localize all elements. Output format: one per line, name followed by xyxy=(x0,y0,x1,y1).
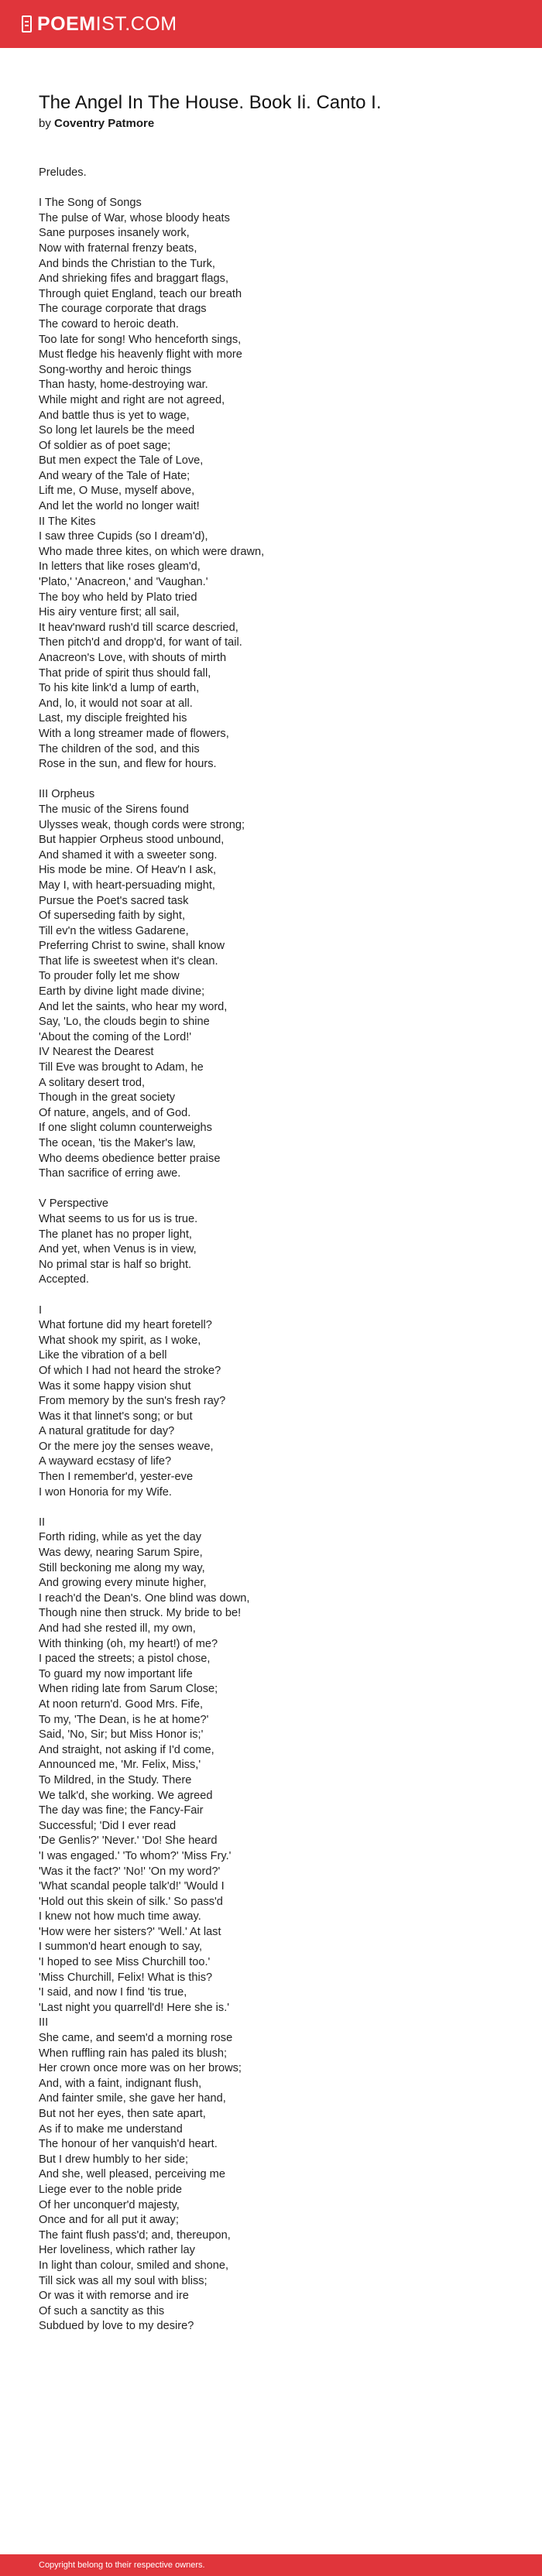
poem-line: Ulysses weak, though cords were strong; xyxy=(39,818,245,831)
poem-line: Accepted. xyxy=(39,1273,89,1286)
poem-line: And growing every minute higher, xyxy=(39,1577,207,1590)
poem-line: Was dewy, nearing Sarum Spire, xyxy=(39,1547,203,1560)
poem-line: 'I said, and now I find 'tis true, xyxy=(39,1986,187,1999)
poem-line: The courage corporate that drags xyxy=(39,303,207,316)
poem-line: And let the world no longer wait! xyxy=(39,500,200,513)
poem-line: As if to make me understand xyxy=(39,2122,183,2136)
poem-line: And shrieking fifes and braggart flags, xyxy=(39,272,228,286)
poem-line: I reach'd the Dean's. One blind was down, xyxy=(39,1591,250,1605)
poem-line: The planet has no proper light, xyxy=(39,1228,192,1241)
poem-line: The coward to heroic death. xyxy=(39,317,179,331)
poem-line: Last, my disciple freighted his xyxy=(39,712,187,725)
book-icon xyxy=(22,15,32,33)
poem-line: IV Nearest the Dearest xyxy=(39,1046,154,1059)
poem-line: 'How were her sisters?' 'Well.' At last xyxy=(39,1925,221,1938)
poem-line: What seems to us for us is true. xyxy=(39,1212,198,1225)
poem-line: The ocean, 'tis the Maker's law, xyxy=(39,1137,196,1149)
poem-line: And shamed it with a sweeter song. xyxy=(39,848,218,862)
poem-line: A natural gratitude for day? xyxy=(39,1425,175,1438)
poem-line: II The Kites xyxy=(39,515,96,528)
poem-line: Rose in the sun, and flew for hours. xyxy=(39,758,217,771)
poem-line: Now with fraternal frenzy beats, xyxy=(39,242,197,255)
poem-line xyxy=(39,772,542,788)
poem-line: Pursue the Poet's sacred task xyxy=(39,894,189,907)
poem-line: When riding late from Sarum Close; xyxy=(39,1683,218,1696)
poem-line: And weary of the Tale of Hate; xyxy=(39,469,190,482)
poem-line: Her crown once more was on her brows; xyxy=(39,2062,242,2075)
poem-line: Say, 'Lo, the clouds begin to shine xyxy=(39,1016,210,1029)
poem-line: III Orpheus xyxy=(39,788,95,801)
poem-line xyxy=(39,181,542,197)
poem-line: But not her eyes, then sate apart, xyxy=(39,2108,206,2120)
poem-line: If one slight column counterweighs xyxy=(39,1122,212,1135)
poem-line: With a long streamer made of flowers, xyxy=(39,727,229,740)
poem-line: And, lo, it would not soar at all. xyxy=(39,697,193,710)
poem-line: While might and right are not agreed, xyxy=(39,393,225,406)
poem-line: Till ev'n the witless Gadarene, xyxy=(39,924,189,937)
poem-line: The faint flush pass'd; and, thereupon, xyxy=(39,2228,231,2242)
copyright-notice: Copyright belong to their respective owners. xyxy=(39,2561,205,2570)
poem-title: The Angel In The House. Book Ii. Canto I. xyxy=(39,92,382,113)
site-header xyxy=(0,0,542,48)
poem-line: Lift me, O Muse, myself above, xyxy=(39,485,195,498)
poem-line: Preferring Christ to swine, shall know xyxy=(39,940,225,953)
poem-line: I summon'd heart enough to say, xyxy=(39,1941,203,1954)
poem-line xyxy=(39,1182,542,1197)
poem-body xyxy=(39,166,542,2334)
poem-line: To Mildred, in the Study. There xyxy=(39,1773,192,1786)
poem-line: Though nine then struck. My bride to be! xyxy=(39,1607,242,1620)
poem-line: The pulse of War, whose bloody heats xyxy=(39,211,230,224)
poem-line: Like the vibration of a bell xyxy=(39,1349,167,1362)
poem-line: And had she rested ill, my own, xyxy=(39,1622,196,1635)
poem-line: Anacreon's Love, with shouts of mirth xyxy=(39,652,227,664)
poem-line: So long let laurels be the meed xyxy=(39,424,195,437)
poem-line: Sane purposes insanely work, xyxy=(39,227,190,240)
poem-line: Than sacrifice of erring awe. xyxy=(39,1167,181,1180)
by-label: by xyxy=(39,117,51,130)
poem-line: Once and for all put it away; xyxy=(39,2214,179,2227)
poem-line: Though in the great society xyxy=(39,1091,176,1105)
poem-line: 'Last night you quarrell'd! Here she is.' xyxy=(39,2001,230,2014)
poem-line: Of nature, angels, and of God. xyxy=(39,1106,191,1119)
poem-line: Earth by divine light made divine; xyxy=(39,985,205,999)
poem-line: Announced me, 'Mr. Felix, Miss,' xyxy=(39,1759,201,1772)
poem-line: The day was fine; the Fancy-Fair xyxy=(39,1804,204,1817)
poem-line: His mode be mine. Of Heav'n I ask, xyxy=(39,864,217,877)
poem-line: And she, well pleased, perceiving me xyxy=(39,2168,225,2181)
poem-line: From memory by the sun's fresh ray? xyxy=(39,1395,226,1408)
poem-content xyxy=(0,48,542,2334)
poem-line: But happier Orpheus stood unbound, xyxy=(39,834,225,847)
poem-line: Liege ever to the noble pride xyxy=(39,2183,182,2196)
poem-line: Through quiet England, teach our breath xyxy=(39,287,242,300)
poem-line: And binds the Christian to the Turk, xyxy=(39,257,215,270)
poem-line: In light than colour, smiled and shone, xyxy=(39,2259,229,2272)
poem-line: The children of the sod, and this xyxy=(39,742,200,755)
poem-line: 'I was engaged.' 'To whom?' 'Miss Fry.' xyxy=(39,1849,232,1862)
poem-line: We talk'd, she working. We agreed xyxy=(39,1789,213,1802)
poem-line: But men expect the Tale of Love, xyxy=(39,454,204,468)
site-logo[interactable] xyxy=(22,13,177,36)
poem-line: I knew not how much time away. xyxy=(39,1910,201,1923)
poem-line: The boy who held by Plato tried xyxy=(39,591,197,604)
poem-line: But I drew humbly to her side; xyxy=(39,2153,189,2166)
poem-line: Preludes. xyxy=(39,166,87,179)
poem-line: And fainter smile, she gave her hand, xyxy=(39,2092,226,2105)
poem-line: Was it some happy vision shut xyxy=(39,1379,191,1392)
poem-line: That life is sweetest when it's clean. xyxy=(39,954,218,968)
poem-line: I xyxy=(39,1303,43,1317)
poem-line: II xyxy=(39,1516,46,1529)
poem-line: Was it that linnet's song; or but xyxy=(39,1410,193,1423)
poem-line: I paced the streets; a pistol chose, xyxy=(39,1653,211,1666)
poem-line: And battle thus is yet to wage, xyxy=(39,409,190,422)
logo-text-light: IST.COM xyxy=(95,12,177,35)
poem-line: 'Hold out this skein of silk.' So pass'd xyxy=(39,1895,223,1908)
poem-line: III xyxy=(39,2016,49,2030)
poem-line: The honour of her vanquish'd heart. xyxy=(39,2138,218,2151)
poem-line: Of which I had not heard the stroke? xyxy=(39,1364,221,1377)
poem-line: Said, 'No, Sir; but Miss Honor is;' xyxy=(39,1728,204,1742)
poem-line: In letters that like roses gleam'd, xyxy=(39,560,201,574)
poem-line: Too late for song! Who henceforth sings, xyxy=(39,333,242,346)
poem-line: Of superseding faith by sight, xyxy=(39,909,186,923)
poem-line: Till Eve was brought to Adam, he xyxy=(39,1061,204,1074)
poem-line: Successful; 'Did I ever read xyxy=(39,1819,177,1832)
poem-line: Than hasty, home-destroying war. xyxy=(39,379,208,392)
poem-line: That pride of spirit thus should fall, xyxy=(39,666,211,680)
poem-line: V Perspective xyxy=(39,1197,109,1211)
poem-line: To prouder folly let me show xyxy=(39,970,180,983)
poem-line: Who made three kites, on which were drawn, xyxy=(39,545,265,558)
poem-line: A solitary desert trod, xyxy=(39,1076,146,1089)
poem-line: It heav'nward rush'd till scarce descried, xyxy=(39,621,238,634)
poem-line: Till sick was all my soul with bliss; xyxy=(39,2274,208,2287)
poem-line: With thinking (oh, my heart!) of me? xyxy=(39,1637,218,1650)
poem-line: Of soldier as of poet sage; xyxy=(39,439,171,452)
poem-line xyxy=(39,1500,542,1516)
poem-line: She came, and seem'd a morning rose xyxy=(39,2032,233,2045)
poem-line: I saw three Cupids (so I dream'd), xyxy=(39,530,208,543)
poem-line: To his kite link'd a lump of earth, xyxy=(39,682,200,695)
poem-line: Then I remember'd, yester-eve xyxy=(39,1471,194,1484)
poem-line: Or the mere joy the senses weave, xyxy=(39,1440,214,1453)
logo-text-bold: POEM xyxy=(37,12,96,35)
poem-line: The music of the Sirens found xyxy=(39,803,189,816)
poem-line: May I, with heart-persuading might, xyxy=(39,879,215,892)
poem-line: And, with a faint, indignant flush, xyxy=(39,2077,202,2090)
poem-line: A wayward ecstasy of life? xyxy=(39,1455,172,1468)
poem-line: What shook my spirit, as I woke, xyxy=(39,1334,201,1347)
poem-line: Still beckoning me along my way, xyxy=(39,1561,205,1574)
poem-line: His airy venture first; all sail, xyxy=(39,606,180,619)
poem-line: And yet, when Venus is in view, xyxy=(39,1243,197,1256)
poem-line: 'What scandal people talk'd!' 'Would I xyxy=(39,1880,225,1893)
poem-line: Subdued by love to my desire? xyxy=(39,2320,194,2333)
poem-line: Or was it with remorse and ire xyxy=(39,2290,189,2303)
poem-line: To guard my now important life xyxy=(39,1667,193,1680)
poem-line: And straight, not asking if I'd come, xyxy=(39,1743,214,1756)
poem-line: Of such a sanctity as this xyxy=(39,2304,165,2317)
poem-line: Song-worthy and heroic things xyxy=(39,363,192,376)
poem-line: And let the saints, who hear my word, xyxy=(39,1000,228,1013)
poem-line: I The Song of Songs xyxy=(39,197,142,210)
poem-line: When ruffling rain has paled its blush; xyxy=(39,2047,228,2060)
poem-line: Her loveliness, which rather lay xyxy=(39,2244,195,2257)
poem-line: Then pitch'd and dropp'd, for want of tail. xyxy=(39,636,242,649)
poem-line: 'Was it the fact?' 'No!' 'On my word?' xyxy=(39,1865,221,1878)
author-link[interactable]: Coventry Patmore xyxy=(54,117,155,130)
poem-line: 'Miss Churchill, Felix! What is this? xyxy=(39,1971,213,1984)
poem-line: 'About the coming of the Lord!' xyxy=(39,1030,192,1043)
poem-line: Of her unconquer'd majesty, xyxy=(39,2198,180,2211)
poem-line: To my, 'The Dean, is he at home?' xyxy=(39,1713,209,1726)
poem-line: No primal star is half so bright. xyxy=(39,1258,192,1271)
poem-line: Forth riding, while as yet the day xyxy=(39,1531,202,1544)
poem-line: At noon return'd. Good Mrs. Fife, xyxy=(39,1697,204,1711)
poem-line xyxy=(39,1288,542,1303)
poem-line: I won Honoria for my Wife. xyxy=(39,1485,172,1499)
poem-line: 'De Genlis?' 'Never.' 'Do! She heard xyxy=(39,1834,218,1848)
site-footer xyxy=(0,2554,542,2576)
poem-line: 'I hoped to see Miss Churchill too.' xyxy=(39,1956,211,1969)
poem-line: Who deems obedience better praise xyxy=(39,1152,221,1165)
poem-line: Must fledge his heavenly flight with more xyxy=(39,348,242,361)
poem-line: What fortune did my heart foretell? xyxy=(39,1319,212,1332)
poem-byline xyxy=(39,116,542,132)
poem-line: 'Plato,' 'Anacreon,' and 'Vaughan.' xyxy=(39,576,208,589)
